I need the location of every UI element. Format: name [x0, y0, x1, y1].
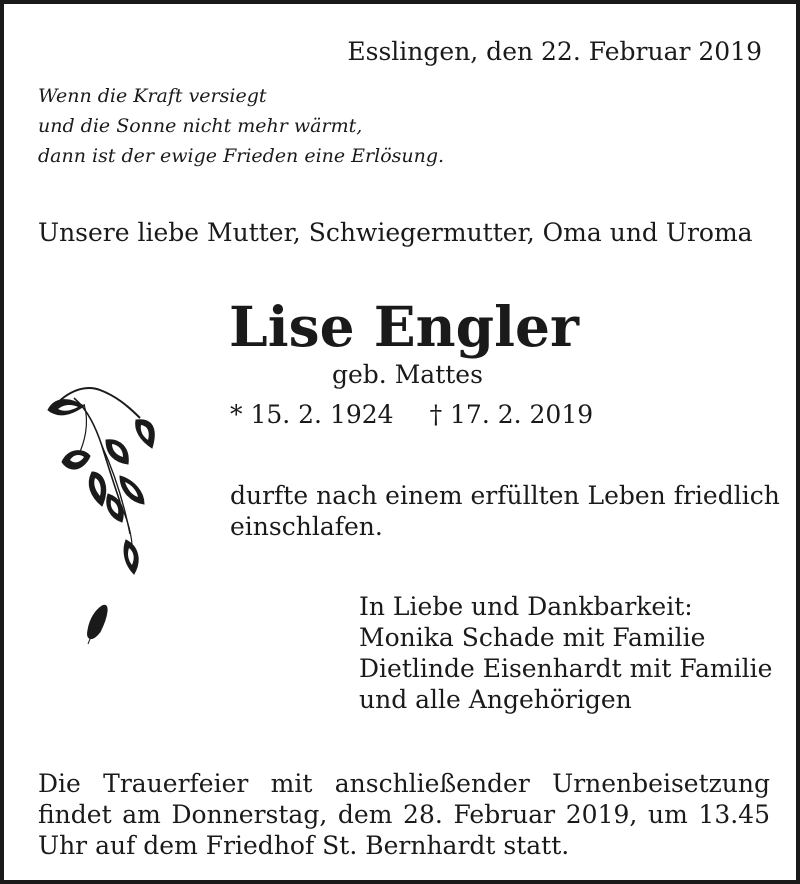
message-line: durfte nach einem erfüllten Leben friedlich: [230, 481, 780, 510]
birth-name: geb. Mattes: [332, 360, 483, 389]
signatory-line: und alle Angehörigen: [359, 685, 632, 714]
place-date: Esslingen, den 22. Februar 2019: [347, 37, 762, 66]
funeral-info: Die Trauerfeier mit anschließender Urnenbeisetzung findet am Donnerstag, dem 28. Februar 2019, um 13.45 Uhr auf dem Friedhof St. Bernhardt statt.: [38, 769, 770, 860]
signatory-line: Dietlinde Eisenhardt mit Familie: [359, 654, 773, 683]
death-date: † 17. 2. 2019: [429, 400, 594, 429]
signatory-line: Monika Schade mit Familie: [359, 623, 706, 652]
deceased-name: Lise Engler: [229, 294, 579, 359]
birth-date: * 15. 2. 1924: [230, 400, 394, 429]
message-line: einschlafen.: [230, 512, 383, 541]
birch-branch-icon: [44, 384, 164, 654]
signatory-line: In Liebe und Dankbarkeit:: [359, 592, 693, 621]
poem-line: dann ist der ewige Frieden eine Erlösung.: [38, 145, 445, 167]
poem-line: und die Sonne nicht mehr wärmt,: [38, 115, 363, 137]
poem-line: Wenn die Kraft versiegt: [38, 85, 267, 107]
life-dates: [230, 399, 593, 430]
intro-text: Unsere liebe Mutter, Schwiegermutter, Oma und Uroma: [38, 218, 753, 247]
